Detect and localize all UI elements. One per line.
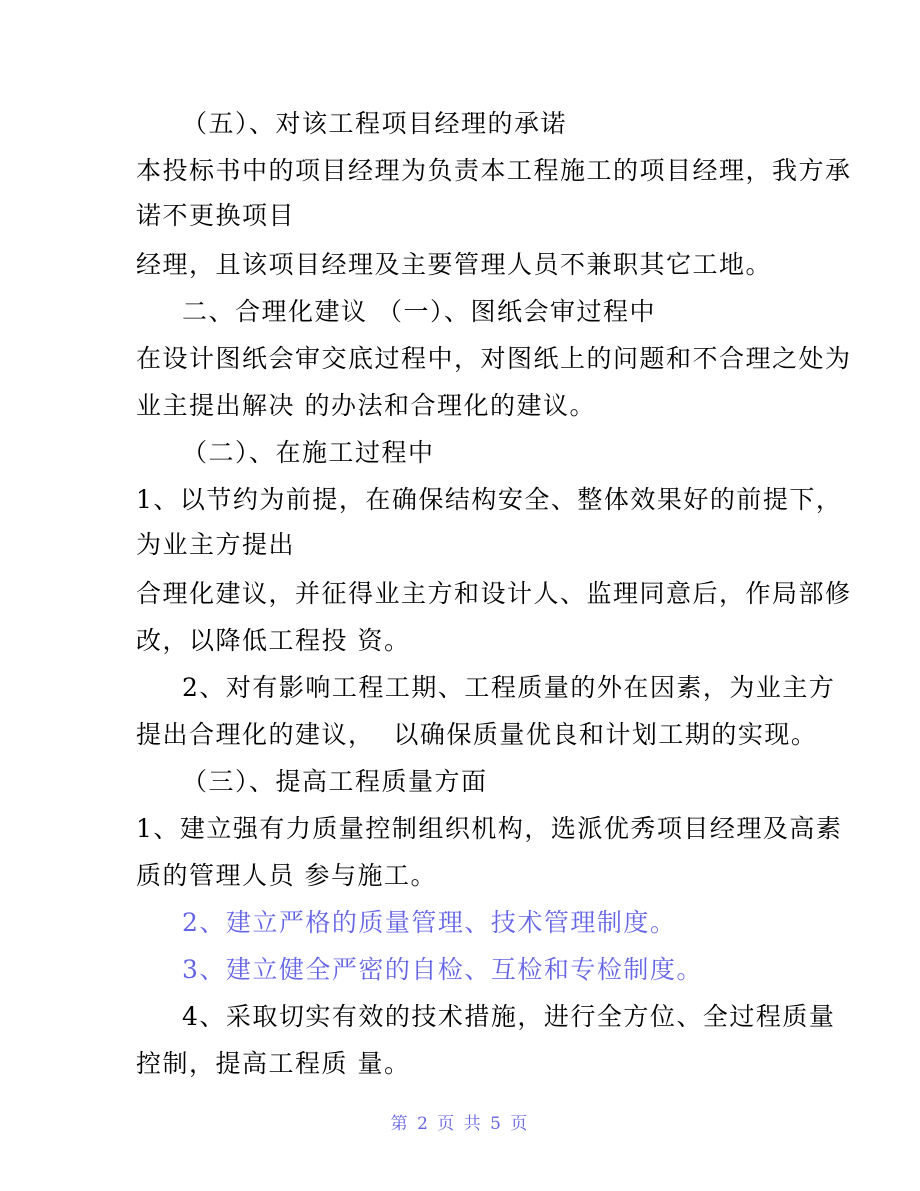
subsection-heading: （二）、在施工过程中 <box>182 438 435 467</box>
section-heading-5: （五）、对该工程项目经理的承诺 <box>182 109 568 138</box>
paragraph-line: 质的管理人员 参与施工。 <box>136 861 437 890</box>
paragraph-line: 2、对有影响工程工期、工程质量的外在因素，为业主方 <box>182 673 836 702</box>
paragraph-line: 经理，且该项目经理及主要管理人员不兼职其它工地。 <box>136 250 773 279</box>
subsection-heading: （三）、提高工程质量方面 <box>182 767 488 796</box>
paragraph-line: 提出合理化的建议， 以确保质量优良和计划工期的实现。 <box>136 720 818 749</box>
paragraph-line: 在设计图纸会审交底过程中，对图纸上的问题和不合理之处为 <box>136 344 852 373</box>
paragraph-line: 合理化建议，并征得业主方和设计人、监理同意后，作局部修 <box>136 579 852 608</box>
paragraph-line: 业主提出解决 的办法和合理化的建议。 <box>136 391 596 420</box>
paragraph-line: 4、采取切实有效的技术措施，进行全方位、全过程质量 <box>182 1002 836 1031</box>
section-heading-2: 二、合理化建议 （一）、图纸会审过程中 <box>182 297 656 326</box>
paragraph-line: 本投标书中的项目经理为负责本工程施工的项目经理，我方承 <box>136 156 852 185</box>
page-footer: 第 2 页 共 5 页 <box>390 1114 530 1134</box>
paragraph-line: 1、以节约为前提，在确保结构安全、整体效果好的前提下， <box>136 485 843 514</box>
paragraph-line: 控制，提高工程质 量。 <box>136 1049 411 1078</box>
paragraph-line: 为业主方提出 <box>136 530 296 559</box>
highlighted-line: 2、建立严格的质量管理、技术管理制度。 <box>182 908 677 937</box>
paragraph-line: 改，以降低工程投 资。 <box>136 626 411 655</box>
paragraph-line: 诺不更换项目 <box>136 201 296 230</box>
paragraph-line: 1、建立强有力质量控制组织机构，选派优秀项目经理及高素 <box>136 814 843 843</box>
highlighted-line: 3、建立健全严密的自检、互检和专检制度。 <box>182 955 703 984</box>
